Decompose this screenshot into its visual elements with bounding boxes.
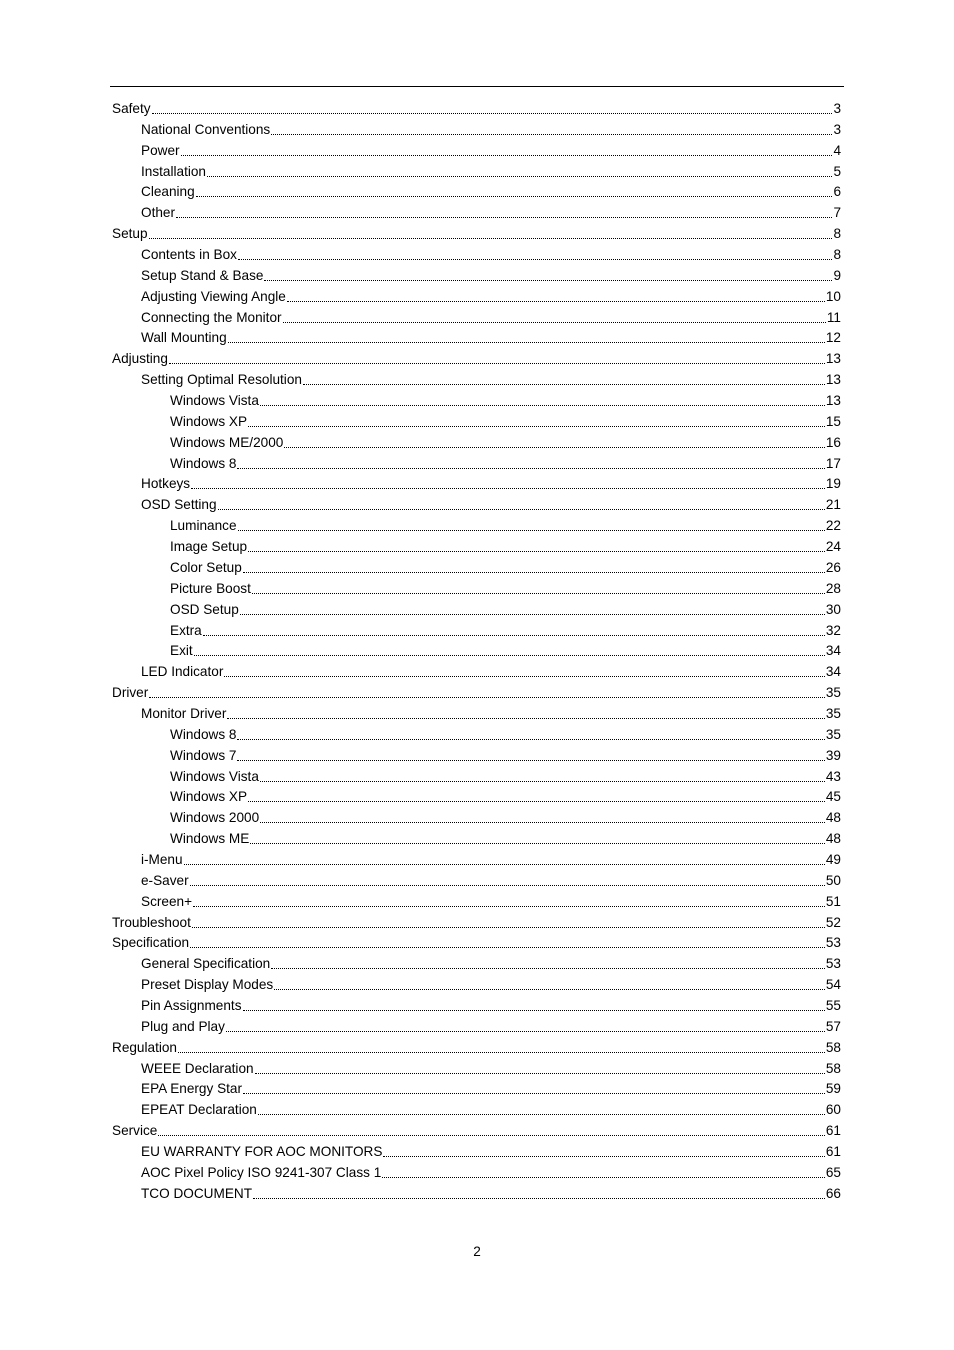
toc-entry-title: Setup Stand & Base: [141, 267, 264, 283]
toc-dot-leader: [264, 280, 832, 281]
toc-entry[interactable]: [141, 1140, 841, 1160]
toc-entry-page: 58: [825, 1039, 841, 1055]
toc-entry-title: EPEAT Declaration: [141, 1102, 257, 1118]
toc-dot-leader: [158, 1135, 825, 1136]
toc-entry-page: 49: [825, 851, 841, 867]
toc-entry[interactable]: [170, 765, 841, 785]
toc-entry-title: General Specification: [141, 956, 271, 972]
toc-entry-page: 11: [826, 309, 841, 325]
toc-dot-leader: [243, 1010, 825, 1011]
toc-entry[interactable]: [170, 410, 841, 430]
toc-entry-page: 34: [825, 664, 841, 680]
toc-entry-page: 10: [825, 288, 841, 304]
toc-entry[interactable]: [141, 118, 841, 138]
toc-entry-title: WEEE Declaration: [141, 1060, 254, 1076]
toc-dot-leader: [260, 405, 825, 406]
toc-entry[interactable]: [141, 201, 841, 221]
toc-entry-title: TCO DOCUMENT: [141, 1185, 253, 1201]
toc-entry-page: 24: [825, 539, 841, 555]
toc-entry[interactable]: [141, 306, 841, 326]
toc-entry-page: 52: [825, 914, 841, 930]
toc-entry[interactable]: [170, 806, 841, 826]
toc-entry[interactable]: [141, 243, 841, 263]
toc-entry-title: Screen+: [141, 893, 193, 909]
toc-entry-title: Adjusting Viewing Angle: [141, 288, 286, 304]
toc-entry-title: OSD Setting: [141, 497, 217, 513]
toc-dot-leader: [287, 301, 825, 302]
toc-entry-title: Specification: [112, 935, 190, 951]
toc-dot-leader: [169, 363, 825, 364]
toc-dot-leader: [252, 593, 825, 594]
toc-entry-page: 30: [825, 601, 841, 617]
toc-dot-leader: [383, 1156, 824, 1157]
toc-dot-leader: [271, 968, 825, 969]
toc-entry[interactable]: [112, 347, 841, 367]
toc-entry-title: Image Setup: [170, 539, 248, 555]
toc-entry-page: 53: [825, 956, 841, 972]
toc-dot-leader: [178, 1052, 825, 1053]
toc-entry-title: Other: [141, 205, 175, 221]
toc-entry[interactable]: [141, 869, 841, 889]
toc-dot-leader: [258, 1114, 825, 1115]
toc-entry-page: 66: [825, 1185, 841, 1201]
toc-entry-page: 13: [825, 393, 841, 409]
toc-entry-page: 3: [833, 101, 841, 116]
toc-entry[interactable]: [141, 1182, 841, 1202]
toc-entry[interactable]: [170, 577, 841, 597]
toc-entry-title: Windows Vista: [170, 768, 259, 784]
toc-entry-page: 4: [833, 142, 841, 158]
toc-entry-title: Pin Assignments: [141, 997, 242, 1013]
toc-entry[interactable]: [170, 452, 841, 472]
toc-entry-title: Power: [141, 142, 180, 158]
toc-entry-page: 8: [833, 226, 841, 242]
toc-entry-page: 35: [825, 685, 841, 701]
toc-entry-page: 55: [825, 997, 841, 1013]
toc-entry-page: 35: [825, 726, 841, 742]
toc-entry-title: Windows Vista: [170, 393, 259, 409]
toc-entry[interactable]: [170, 619, 841, 639]
toc-entry-page: 61: [825, 1144, 841, 1159]
toc-dot-leader: [283, 322, 826, 323]
toc-entry[interactable]: [141, 702, 841, 722]
toc-entry-title: Windows XP: [170, 413, 248, 429]
toc-entry-title: Monitor Driver: [141, 705, 227, 721]
toc-entry-page: 34: [825, 643, 841, 659]
toc-dot-leader: [191, 488, 825, 489]
toc-entry[interactable]: [112, 911, 841, 931]
toc-entry[interactable]: [141, 952, 841, 972]
toc-entry-page: 59: [825, 1081, 841, 1097]
toc-entry-page: 65: [825, 1164, 841, 1180]
toc-entry[interactable]: [170, 389, 841, 409]
toc-dot-leader: [196, 196, 833, 197]
toc-entry[interactable]: [170, 785, 841, 805]
toc-entry-page: 12: [825, 330, 841, 346]
toc-entry-page: 35: [825, 705, 841, 721]
toc-entry-title: National Conventions: [141, 121, 271, 137]
toc-entry[interactable]: [141, 326, 841, 346]
toc-entry-title: Extra: [170, 622, 202, 638]
toc-entry-page: 15: [825, 413, 841, 429]
toc-dot-leader: [184, 864, 825, 865]
toc-entry-title: Troubleshoot: [112, 914, 191, 930]
toc-entry-title: Adjusting: [112, 351, 168, 367]
toc-dot-leader: [238, 259, 832, 260]
toc-entry-title: Connecting the Monitor: [141, 309, 282, 325]
toc-entry-title: Setup: [112, 226, 148, 242]
toc-entry[interactable]: [112, 222, 841, 242]
toc-entry-page: 13: [825, 351, 841, 367]
toc-entry-title: Driver: [112, 685, 149, 701]
toc-entry-page: 39: [825, 747, 841, 763]
toc-entry-page: 19: [825, 476, 841, 492]
toc-entry-page: 26: [825, 559, 841, 575]
toc-entry-page: 43: [825, 768, 841, 784]
toc-entry[interactable]: [170, 639, 841, 659]
toc-entry[interactable]: [141, 180, 841, 200]
toc-entry[interactable]: [141, 368, 841, 388]
toc-entry-title: e-Saver: [141, 872, 189, 888]
toc-dot-leader: [253, 1198, 825, 1199]
toc-dot-leader: [243, 572, 825, 573]
toc-entry-title: Safety: [112, 101, 151, 116]
toc-entry-page: 60: [825, 1102, 841, 1118]
toc-entry-page: 51: [825, 893, 841, 909]
toc-entry[interactable]: [141, 890, 841, 910]
toc-entry-page: 32: [825, 622, 841, 638]
toc-dot-leader: [248, 426, 825, 427]
toc-dot-leader: [250, 843, 825, 844]
toc-dot-leader: [271, 134, 832, 135]
toc-entry-page: 16: [825, 434, 841, 450]
toc-entry-title: Regulation: [112, 1039, 177, 1055]
header-rule: [110, 86, 844, 87]
toc-dot-leader: [238, 530, 825, 531]
toc-entry[interactable]: [112, 97, 841, 117]
toc-entry-page: 17: [825, 455, 841, 471]
toc-entry[interactable]: [141, 160, 841, 180]
toc-entry-title: i-Menu: [141, 851, 183, 867]
toc-dot-leader: [237, 760, 824, 761]
toc-entry[interactable]: [170, 535, 841, 555]
toc-entry[interactable]: [141, 264, 841, 284]
page-number: 2: [473, 1244, 481, 1259]
toc-entry-page: 3: [833, 121, 841, 137]
toc-dot-leader: [260, 781, 825, 782]
toc-dot-leader: [181, 155, 833, 156]
toc-entry[interactable]: [141, 285, 841, 305]
toc-entry[interactable]: [141, 1098, 841, 1118]
toc-entry[interactable]: [141, 1161, 841, 1181]
toc-entry-title: Windows 7: [170, 747, 237, 763]
toc-entry-page: 53: [825, 935, 841, 951]
toc-dot-leader: [190, 885, 825, 886]
toc-entry-title: Picture Boost: [170, 580, 251, 596]
toc-entry-page: 48: [825, 810, 841, 826]
toc-entry[interactable]: [141, 472, 841, 492]
toc-entry-title: Windows 2000: [170, 810, 260, 826]
toc-entry-title: Windows ME/2000: [170, 434, 284, 450]
toc-entry-title: Windows 8: [170, 455, 237, 471]
toc-dot-leader: [260, 822, 825, 823]
toc-entry-title: EPA Energy Star: [141, 1081, 242, 1097]
toc-entry[interactable]: [141, 139, 841, 159]
toc-entry[interactable]: [141, 848, 841, 868]
toc-entry-title: Hotkeys: [141, 476, 191, 492]
toc-entry-page: 28: [825, 580, 841, 596]
toc-dot-leader: [203, 635, 825, 636]
toc-entry-page: 22: [825, 518, 841, 534]
toc-entry[interactable]: [170, 514, 841, 534]
toc-entry-title: Service: [112, 1123, 158, 1139]
toc-entry-title: Wall Mounting: [141, 330, 227, 346]
toc-entry[interactable]: [112, 1036, 841, 1056]
toc-entry[interactable]: [141, 994, 841, 1014]
toc-entry-title: Windows ME: [170, 831, 250, 847]
toc-dot-leader: [149, 238, 833, 239]
toc-entry-title: Windows XP: [170, 789, 248, 805]
toc-entry-title: Plug and Play: [141, 1018, 225, 1034]
toc-dot-leader: [190, 947, 825, 948]
toc-entry-title: Contents in Box: [141, 247, 237, 263]
toc-dot-leader: [207, 176, 832, 177]
toc-entry[interactable]: [141, 1015, 841, 1035]
toc-entry-page: 13: [825, 372, 841, 388]
toc-entry[interactable]: [112, 681, 841, 701]
toc-dot-leader: [248, 801, 825, 802]
toc-entry-title: AOC Pixel Policy ISO 9241-307 Class 1: [141, 1164, 382, 1180]
toc-entry[interactable]: [170, 744, 841, 764]
toc-entry-page: 57: [825, 1018, 841, 1034]
toc-dot-leader: [149, 697, 825, 698]
toc-dot-leader: [382, 1177, 825, 1178]
toc-dot-leader: [240, 614, 825, 615]
toc-dot-leader: [227, 718, 825, 719]
toc-entry-page: 48: [825, 831, 841, 847]
toc-entry[interactable]: [170, 431, 841, 451]
toc-entry[interactable]: [141, 973, 841, 993]
toc-entry-title: Setting Optimal Resolution: [141, 372, 302, 388]
toc-entry-title: Cleaning: [141, 184, 195, 200]
toc-entry-page: 7: [833, 205, 841, 221]
toc-dot-leader: [237, 468, 824, 469]
toc-entry[interactable]: [141, 660, 841, 680]
toc-dot-leader: [243, 1093, 825, 1094]
toc-dot-leader: [228, 342, 825, 343]
toc-entry-title: Windows 8: [170, 726, 237, 742]
toc-entry[interactable]: [112, 1119, 841, 1139]
toc-entry[interactable]: [170, 598, 841, 618]
toc-dot-leader: [284, 447, 825, 448]
toc-dot-leader: [176, 217, 832, 218]
toc-dot-leader: [255, 1073, 825, 1074]
toc-entry-title: Installation: [141, 163, 206, 179]
toc-dot-leader: [194, 655, 825, 656]
toc-dot-leader: [303, 384, 825, 385]
toc-entry[interactable]: [141, 493, 841, 513]
toc-entry-page: 50: [825, 872, 841, 888]
toc-dot-leader: [218, 509, 825, 510]
toc-dot-leader: [224, 676, 825, 677]
toc-entry-title: Color Setup: [170, 559, 242, 575]
toc-dot-leader: [248, 551, 825, 552]
toc-entry-page: 6: [833, 184, 841, 200]
toc-entry-page: 5: [833, 163, 841, 179]
toc-entry-page: 9: [833, 267, 841, 283]
toc-entry-page: 45: [825, 789, 841, 805]
toc-entry[interactable]: [170, 723, 841, 743]
toc-dot-leader: [192, 927, 825, 928]
toc-entry[interactable]: [112, 931, 841, 951]
toc-entry-page: 54: [825, 977, 841, 993]
toc-dot-leader: [237, 739, 824, 740]
toc-entry-page: 58: [825, 1060, 841, 1076]
toc-entry[interactable]: [170, 827, 841, 847]
toc-entry[interactable]: [141, 1057, 841, 1077]
toc-entry-title: Exit: [170, 643, 193, 659]
toc-entry[interactable]: [141, 1077, 841, 1097]
toc-entry-title: Luminance: [170, 518, 237, 534]
toc-entry-page: 61: [825, 1123, 841, 1139]
toc-entry-title: Preset Display Modes: [141, 977, 274, 993]
toc-dot-leader: [193, 906, 825, 907]
toc-entry-title: OSD Setup: [170, 601, 239, 617]
toc-dot-leader: [274, 989, 825, 990]
toc-dot-leader: [226, 1031, 825, 1032]
toc-entry[interactable]: [170, 556, 841, 576]
toc-entry-page: 21: [825, 497, 841, 513]
toc-entry-page: 8: [833, 247, 841, 263]
toc-entry-title: LED Indicator: [141, 664, 224, 680]
toc-entry-title: EU WARRANTY FOR AOC MONITORS: [141, 1144, 383, 1159]
toc-dot-leader: [152, 113, 833, 114]
